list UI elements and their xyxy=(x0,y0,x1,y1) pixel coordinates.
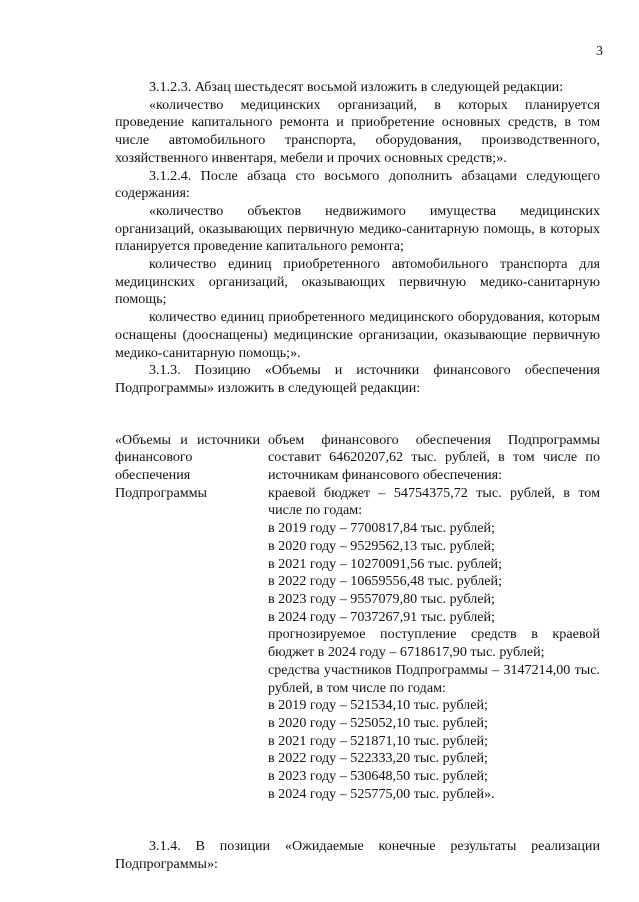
paragraph-3-1-4: 3.1.4. В позиции «Ожидаемые конечные результаты реализации Подпрограммы»: xyxy=(115,838,600,873)
document-body xyxy=(115,79,600,874)
paragraph-3-1-2-3: 3.1.2.3. Абзац шестьдесят восьмой изложить в следующей редакции: xyxy=(149,79,564,95)
table-line: в 2024 году – 7037267,91 тыс. рублей; xyxy=(268,608,495,625)
table-line: в 2022 году – 10659556,48 тыс. рублей; xyxy=(268,573,503,590)
table-line: в 2021 году – 521871,10 тыс. рублей; xyxy=(268,732,488,749)
table-line: в 2019 году – 521534,10 тыс. рублей; xyxy=(268,697,488,714)
table-line: в 2022 году – 522333,20 тыс. рублей; xyxy=(268,750,488,767)
paragraph-3-1-3: 3.1.3. Позицию «Объемы и источники финансового обеспечения Подпрограммы» изложить в следующей редакции: xyxy=(115,362,600,396)
table-line: в 2024 году – 525775,00 тыс. рублей». xyxy=(268,785,495,802)
table-line: в 2021 году – 10270091,56 тыс. рублей; xyxy=(268,555,503,572)
paragraph-quote-2: «количество объектов недвижимого имущества медицинских организаций, оказывающих первичную медико-санитарную помощь, в которых планируется проведение капитального ремонта; xyxy=(115,202,600,255)
table-right-cell xyxy=(268,432,600,804)
spacer xyxy=(115,803,600,838)
table-left-cell: «Объемы и источники финансового обеспечения Подпрограммы xyxy=(115,431,260,501)
table-line: в 2023 году – 530648,50 тыс. рублей; xyxy=(268,768,488,785)
paragraph-quote-4: количество единиц приобретенного медицинского оборудования, которым оснащены (дооснащены) медицинские организации, оказывающие первичную медико-санитарную помощь;». xyxy=(115,309,600,361)
paragraph-quote-3: количество единиц приобретенного автомобильного транспорта для медицинских организаций, оказывающих первичную медико-санитарную помощь; xyxy=(115,256,600,308)
paragraph-quote-1: «количество медицинских организаций, в которых планируется проведение капитального ремонта и приобретение основных средств, в том числе автомобильного транспорта, оборудования, производственного, хозяйственного инвентаря, мебели и прочих основных средств;». xyxy=(115,96,600,166)
table-line: в 2020 году – 9529562,13 тыс. рублей; xyxy=(268,537,495,554)
table-line: объем финансового обеспечения Подпрограммы составит 64620207,62 тыс. рублей, в том числе по источникам финансового обеспечения: xyxy=(268,431,600,484)
funding-table xyxy=(115,432,600,804)
page-number: 3 xyxy=(596,44,603,59)
table-line: в 2023 году – 9557079,80 тыс. рублей; xyxy=(268,590,495,607)
table-line: прогнозируемое поступление средств в краевой бюджет в 2024 году – 6718617,90 тыс. рублей; xyxy=(268,626,600,661)
table-line: в 2019 году – 7700817,84 тыс. рублей; xyxy=(268,520,495,537)
spacer xyxy=(115,398,600,432)
paragraph-3-1-2-4: 3.1.2.4. После абзаца сто восьмого дополнить абзацами следующего содержания: xyxy=(115,167,600,202)
table-line: краевой бюджет – 54754375,72 тыс. рублей, в том числе по годам: xyxy=(268,484,600,519)
table-line: средства участников Подпрограммы – 3147214,00 тыс. рублей, в том числе по годам: xyxy=(268,661,600,696)
table-line: в 2020 году – 525052,10 тыс. рублей; xyxy=(268,714,488,731)
